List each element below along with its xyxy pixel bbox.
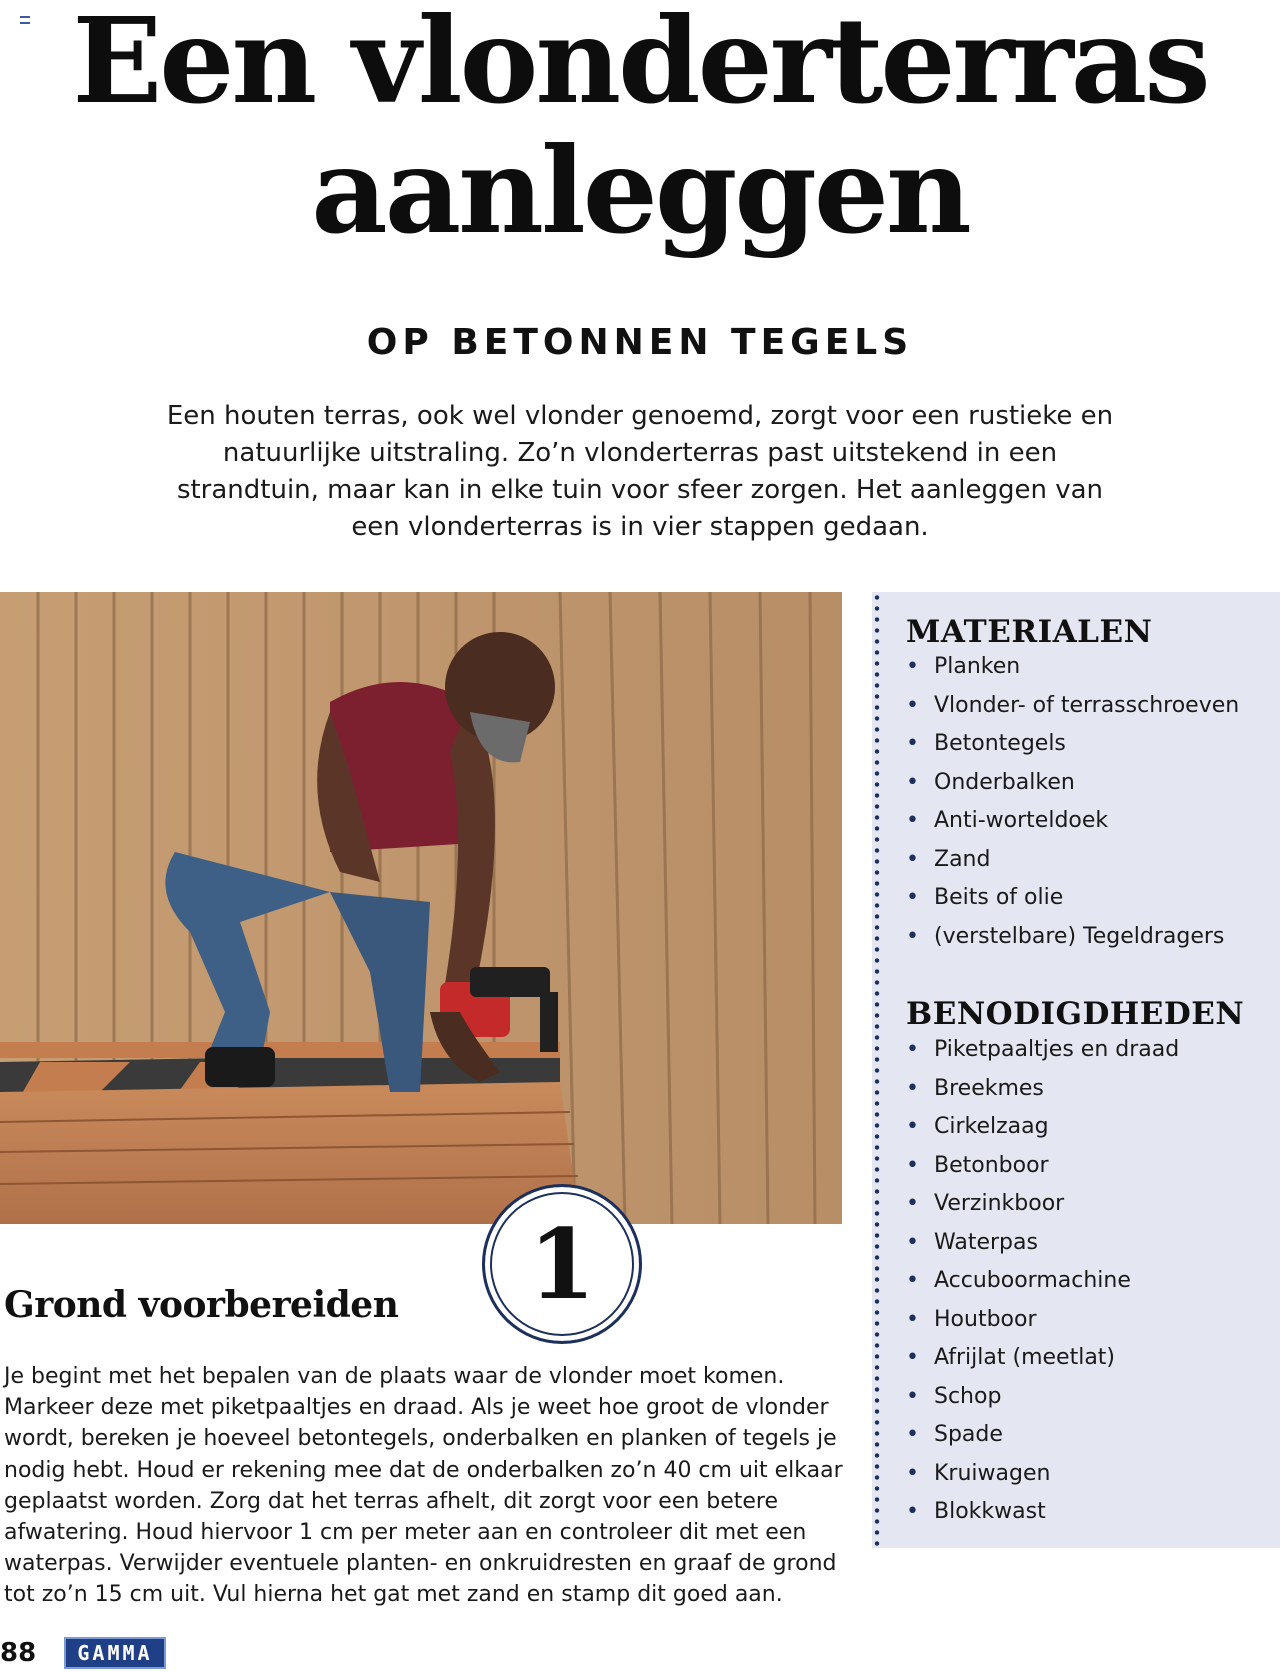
- bullet-icon: •: [906, 731, 919, 756]
- list-item: [906, 802, 1239, 841]
- dotted-border: [874, 592, 880, 1548]
- list-item: [906, 1416, 1179, 1455]
- bullet-icon: •: [906, 923, 919, 949]
- intro-paragraph: Een houten terras, ook wel vlonder genoemd, zorgt voor een rustieke en natuurlijke uitstraling. Zo’n vlonderterras past uitstekend in een strandtuin, maar kan in elke tuin voor sfeer zorgen. Het aanleggen van een vlonderterras is in vier stappen gedaan.: [166, 401, 1114, 542]
- bullet-icon: •: [906, 1306, 919, 1332]
- bullet-icon: •: [906, 1460, 919, 1486]
- list-item: [906, 1185, 1179, 1224]
- materials-list: [906, 648, 1239, 956]
- bullet-icon: •: [906, 1075, 919, 1101]
- bullet-icon: •: [906, 654, 919, 679]
- list-item-label: Waterpas: [934, 1229, 1038, 1255]
- list-item-label: Blokkwast: [934, 1499, 1046, 1524]
- list-item: [906, 1147, 1179, 1186]
- tools-heading: BENODIGDHEDEN: [906, 996, 1245, 1032]
- page-number: 88: [0, 1638, 37, 1668]
- bullet-icon: •: [906, 1345, 919, 1370]
- list-item: [906, 1108, 1179, 1147]
- list-item: [906, 918, 1239, 957]
- list-item: [906, 879, 1239, 918]
- list-item-label: Kruiwagen: [934, 1460, 1051, 1486]
- list-item-label: Beits of olie: [934, 885, 1064, 910]
- list-item: [906, 841, 1239, 880]
- list-item-label: Accuboormachine: [934, 1268, 1131, 1293]
- list-item-label: Planken: [934, 654, 1021, 679]
- bullet-icon: •: [906, 1422, 919, 1447]
- bullet-icon: •: [906, 1114, 919, 1139]
- list-item: [906, 1031, 1179, 1070]
- list-item-label: Vlonder- of terrasschroeven: [934, 692, 1240, 718]
- list-item: [906, 1378, 1179, 1417]
- list-item: [906, 648, 1239, 687]
- list-item-label: Verzinkboor: [934, 1191, 1065, 1216]
- tools-list: [906, 1031, 1179, 1532]
- page-title-line1: Een vlonderterras: [72, 0, 1208, 130]
- page-subtitle: OP BETONNEN TEGELS: [366, 322, 914, 363]
- bullet-icon: •: [906, 769, 919, 795]
- bullet-icon: •: [906, 808, 919, 833]
- photo-illustration: [0, 592, 842, 1224]
- list-item-label: Spade: [934, 1422, 1003, 1447]
- list-item: [906, 687, 1239, 726]
- bullet-icon: •: [906, 1268, 919, 1293]
- list-item: [906, 1493, 1179, 1532]
- list-item-label: Afrijlat (meetlat): [934, 1345, 1116, 1370]
- list-item-label: Cirkelzaag: [934, 1114, 1049, 1139]
- list-item: [906, 1224, 1179, 1263]
- list-item-label: Anti-worteldoek: [934, 808, 1109, 833]
- step-number-badge: 1: [482, 1184, 642, 1344]
- list-item-label: Betonboor: [934, 1152, 1049, 1178]
- bullet-icon: •: [906, 1499, 919, 1524]
- page-title-line2: aanleggen: [311, 121, 969, 260]
- bullet-icon: •: [906, 692, 919, 718]
- list-item: [906, 1301, 1179, 1340]
- bullet-icon: •: [906, 1191, 919, 1216]
- list-item: [906, 1262, 1179, 1301]
- step-title: Grond voorbereiden: [4, 1284, 399, 1326]
- bullet-icon: •: [906, 1383, 919, 1409]
- list-item-label: Betontegels: [934, 731, 1066, 756]
- bullet-icon: •: [906, 1037, 919, 1062]
- bullet-icon: •: [906, 1229, 919, 1255]
- bullet-icon: •: [906, 885, 919, 910]
- man-drilling-photo: [0, 592, 842, 1224]
- list-item: [906, 1070, 1179, 1109]
- list-item-label: (verstelbare) Tegeldragers: [934, 923, 1225, 949]
- list-item-label: Onderbalken: [934, 769, 1075, 795]
- list-item-label: Breekmes: [934, 1075, 1044, 1101]
- bullet-icon: •: [906, 846, 919, 872]
- list-item: [906, 725, 1239, 764]
- list-item-label: Zand: [934, 846, 991, 872]
- bullet-icon: •: [906, 1152, 919, 1178]
- materials-heading: MATERIALEN: [906, 614, 1153, 650]
- list-item: [906, 764, 1239, 803]
- gamma-logo: GAMMA: [64, 1637, 166, 1669]
- list-item: [906, 1455, 1179, 1494]
- list-item-label: Houtboor: [934, 1306, 1037, 1332]
- step-paragraph: Je begint met het bepalen van de plaats waar de vlonder moet komen. Markeer deze met piketpaaltjes en draad. Als je weet hoe groot de vlonder wordt, bereken je hoeveel betontegels, onderbalken en planken of tegels je nodig hebt. Houd er rekening mee dat de onderbalken zo’n 40 cm uit elkaar geplaatst worden. Zorg dat het terras afhelt, dit zorgt voor een betere afwatering. Houd hiervoor 1 cm per meter aan en controleer dit met een waterpas. Verwijder eventuele planten- en onkruidresten en graaf de grond tot zo’n 15 cm uit. Vul hierna het gat met zand en stamp dit goed aan.: [4, 1364, 843, 1608]
- list-item: [906, 1339, 1179, 1378]
- list-item-label: Schop: [934, 1383, 1002, 1409]
- list-item-label: Piketpaaltjes en draad: [934, 1037, 1180, 1062]
